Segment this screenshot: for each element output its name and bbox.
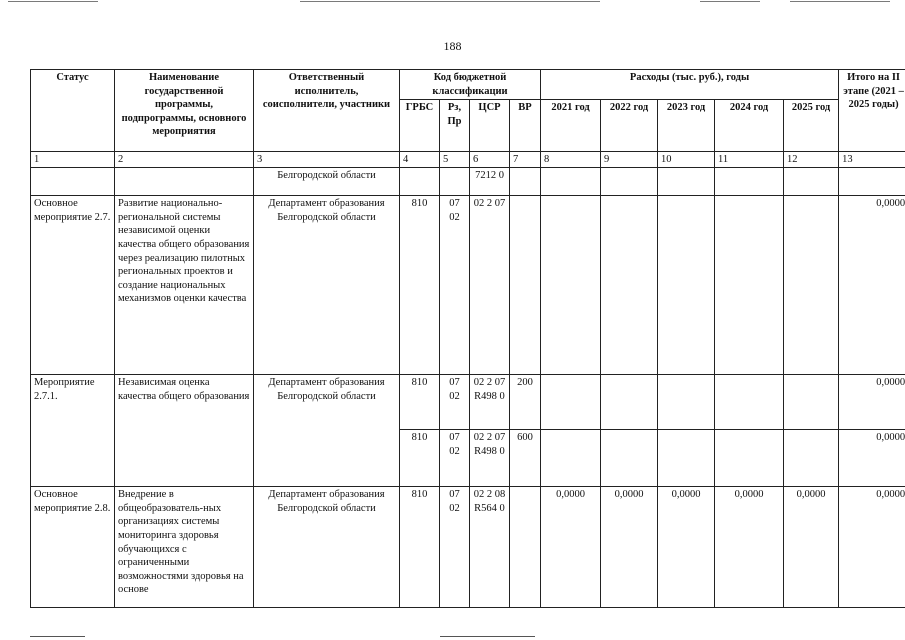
year-2023-cell	[658, 168, 715, 196]
grbs-cell	[400, 168, 440, 196]
year-2024-cell	[715, 196, 784, 375]
bottom-rule	[440, 636, 535, 637]
csr-cell: 02 2 08 R564 0	[470, 487, 510, 608]
csr-cell: 7212 0	[470, 168, 510, 196]
column-number: 3	[254, 152, 400, 168]
name-cell: Независимая оценка качества общего образования	[115, 375, 254, 487]
bottom-rule	[30, 636, 85, 637]
header-row-1	[31, 70, 905, 100]
year-2022-cell	[601, 196, 658, 375]
header-csr: ЦСР	[470, 100, 510, 152]
grbs-cell: 810	[400, 375, 440, 430]
status-cell: Основное мероприятие 2.7.	[31, 196, 115, 375]
year-2024-cell	[715, 168, 784, 196]
year-2025-cell	[784, 168, 839, 196]
scan-edge-line	[300, 1, 600, 2]
column-number: 13	[839, 152, 905, 168]
vr-cell: 600	[510, 430, 541, 487]
column-number: 2	[115, 152, 254, 168]
header-year-2024: 2024 год	[715, 100, 784, 152]
total-cell: 0,0000	[839, 430, 905, 487]
header-total: Итого на II этапе (2021 – 2025 годы)	[839, 70, 905, 152]
year-2021-cell	[541, 196, 601, 375]
header-name: Наименование государственной программы, подпрограммы, основного мероприятия	[115, 70, 254, 152]
column-number: 7	[510, 152, 541, 168]
name-cell: Внедрение в общеобразователь-ных организациях системы мониторинга здоровья обучающихся с ограниченными возможностями здоровья на основе	[115, 487, 254, 608]
scan-edge-line	[700, 1, 760, 2]
status-cell: Основное мероприятие 2.8.	[31, 487, 115, 608]
rz-pr-cell: 07 02	[440, 430, 470, 487]
header-rz-pr: Рз, Пр	[440, 100, 470, 152]
total-cell: 0,0000	[839, 375, 905, 430]
header-budget-code: Код бюджетной классификации	[400, 70, 541, 100]
column-number: 11	[715, 152, 784, 168]
vr-cell: 200	[510, 375, 541, 430]
year-2022-cell	[601, 375, 658, 430]
budget-table	[30, 69, 905, 608]
year-2024-cell	[715, 430, 784, 487]
column-number-row	[31, 152, 905, 168]
total-cell	[839, 168, 905, 196]
table-row	[31, 375, 905, 430]
rz-pr-cell: 07 02	[440, 487, 470, 608]
column-number: 10	[658, 152, 715, 168]
header-expenses: Расходы (тыс. руб.), годы	[541, 70, 839, 100]
rz-pr-cell: 07 02	[440, 196, 470, 375]
year-2025-cell	[784, 375, 839, 430]
scan-edge-line	[8, 1, 98, 2]
page-number: 188	[443, 39, 462, 53]
vr-cell	[510, 487, 541, 608]
header-vr: ВР	[510, 100, 541, 152]
year-2025-cell	[784, 196, 839, 375]
status-cell	[31, 168, 115, 196]
grbs-cell: 810	[400, 487, 440, 608]
status-cell: Мероприятие 2.7.1.	[31, 375, 115, 487]
table-row	[31, 168, 905, 196]
year-2025-cell	[784, 430, 839, 487]
year-2021-cell	[541, 430, 601, 487]
column-number: 6	[470, 152, 510, 168]
header-responsible: Ответственный исполнитель, соисполнители, участники	[254, 70, 400, 152]
vr-cell	[510, 196, 541, 375]
header-year-2022: 2022 год	[601, 100, 658, 152]
header-year-2023: 2023 год	[658, 100, 715, 152]
column-number: 9	[601, 152, 658, 168]
year-2025-cell: 0,0000	[784, 487, 839, 608]
responsible-cell: Департамент образования Белгородской области	[254, 375, 400, 487]
csr-cell: 02 2 07 R498 0	[470, 430, 510, 487]
total-cell: 0,0000	[839, 487, 905, 608]
responsible-cell: Департамент образования Белгородской области	[254, 196, 400, 375]
year-2022-cell	[601, 430, 658, 487]
header-year-2025: 2025 год	[784, 100, 839, 152]
year-2023-cell	[658, 430, 715, 487]
responsible-cell: Белгородской области	[254, 168, 400, 196]
year-2023-cell	[658, 196, 715, 375]
column-number: 12	[784, 152, 839, 168]
total-cell: 0,0000	[839, 196, 905, 375]
header-year-2021: 2021 год	[541, 100, 601, 152]
year-2023-cell	[658, 375, 715, 430]
grbs-cell: 810	[400, 196, 440, 375]
column-number: 8	[541, 152, 601, 168]
year-2023-cell: 0,0000	[658, 487, 715, 608]
year-2024-cell	[715, 375, 784, 430]
year-2022-cell: 0,0000	[601, 487, 658, 608]
name-cell: Развитие национально-региональной системы независимой оценки качества общего образования через реализацию пилотных региональных проектов и создание национальных механизмов оценки качества	[115, 196, 254, 375]
year-2022-cell	[601, 168, 658, 196]
column-number: 1	[31, 152, 115, 168]
header-grbs: ГРБС	[400, 100, 440, 152]
vr-cell	[510, 168, 541, 196]
year-2021-cell	[541, 375, 601, 430]
rz-pr-cell: 07 02	[440, 375, 470, 430]
grbs-cell: 810	[400, 430, 440, 487]
name-cell	[115, 168, 254, 196]
header-status: Статус	[31, 70, 115, 152]
year-2021-cell: 0,0000	[541, 487, 601, 608]
csr-cell: 02 2 07	[470, 196, 510, 375]
year-2024-cell: 0,0000	[715, 487, 784, 608]
table-row	[31, 196, 905, 375]
column-number: 5	[440, 152, 470, 168]
csr-cell: 02 2 07 R498 0	[470, 375, 510, 430]
table-row	[31, 487, 905, 608]
rz-pr-cell	[440, 168, 470, 196]
column-number: 4	[400, 152, 440, 168]
scan-edge-line	[790, 1, 890, 2]
responsible-cell: Департамент образования Белгородской области	[254, 487, 400, 608]
year-2021-cell	[541, 168, 601, 196]
